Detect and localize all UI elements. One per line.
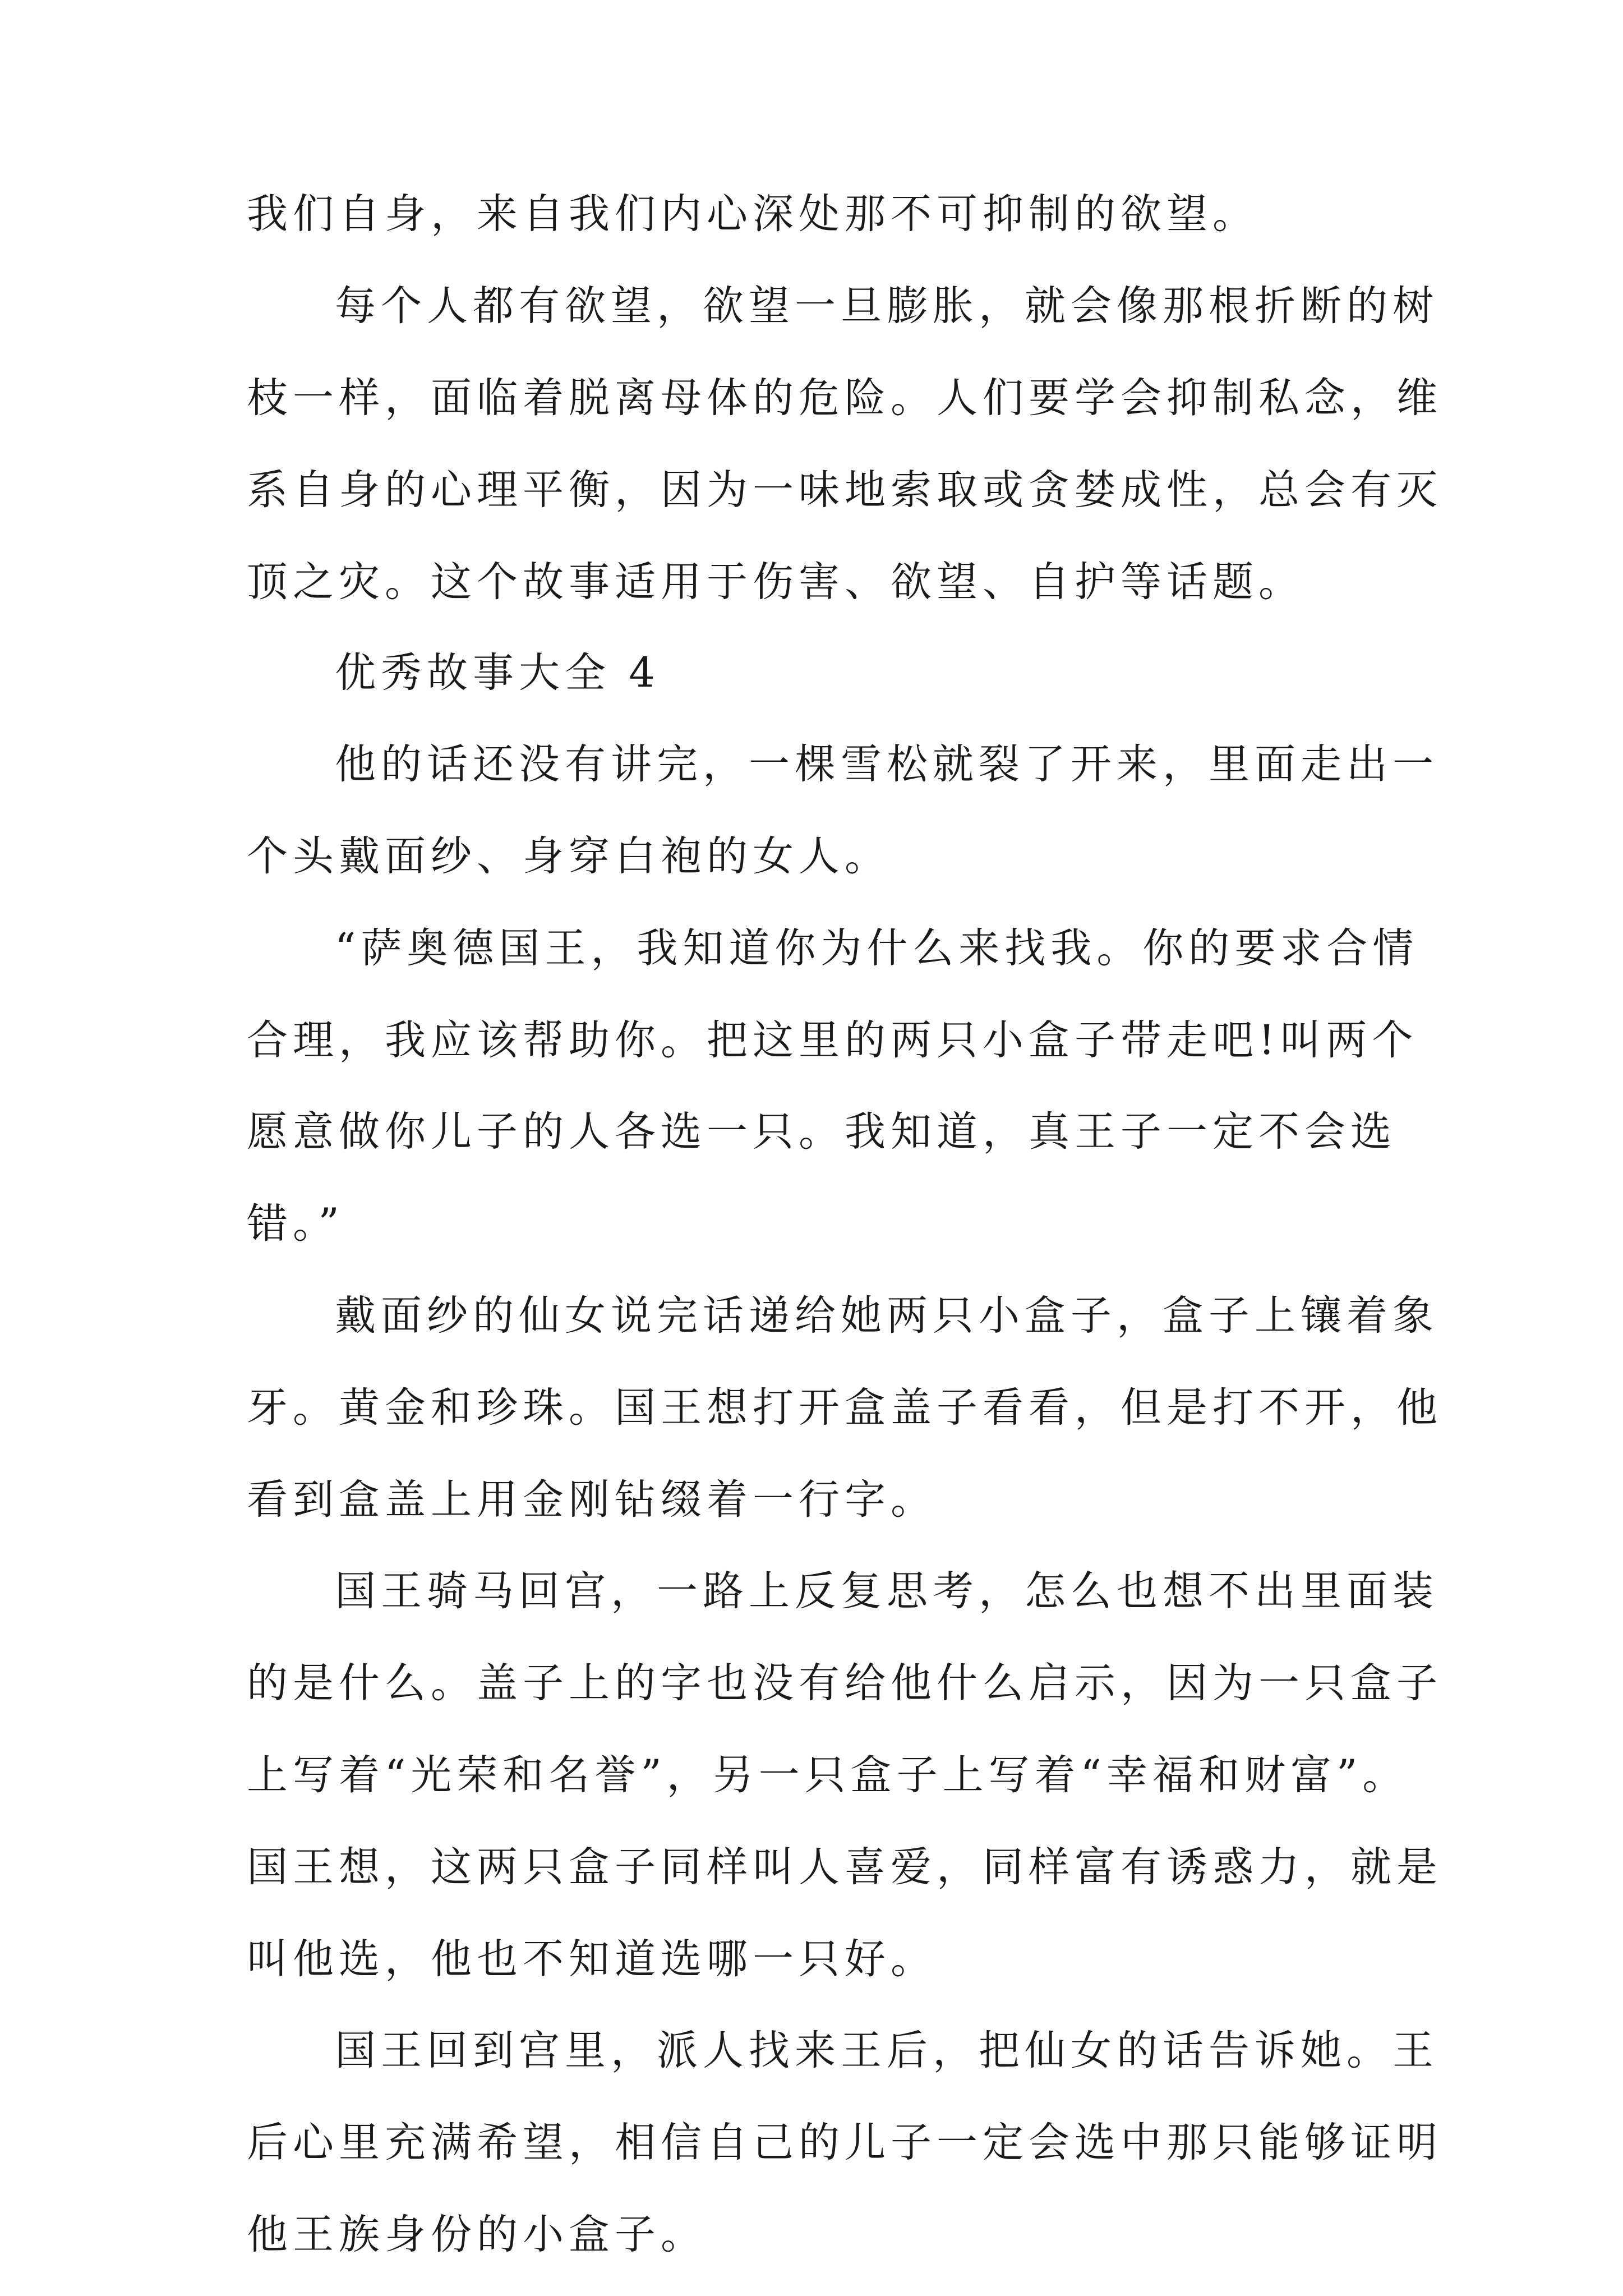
text-line: 国王回到宫里，派人找来王后，把仙女的话告诉她。王 [335, 2027, 1438, 2074]
text-line: 国王想，这两只盒子同样叫人喜爱，同样富有诱惑力，就是 [247, 1843, 1442, 1891]
text-line: “萨奥德国王，我知道你为什么来找我。你的要求合情 [335, 924, 1419, 972]
text-line: 我们自身，来自我们内心深处那不可抑制的欲望。 [247, 190, 1258, 238]
text-line: 枝一样，面临着脱离母体的危险。人们要学会抑制私念，维 [247, 374, 1442, 422]
text-line: 每个人都有欲望，欲望一旦膨胀，就会像那根折断的树 [335, 282, 1438, 330]
text-line: 系自身的心理平衡，因为一味地索取或贪婪成性，总会有灭 [247, 466, 1442, 514]
text-line: 愿意做你儿子的人各选一只。我知道，真王子一定不会选 [247, 1108, 1396, 1156]
text-line: 错。” [247, 1200, 344, 1248]
text-line: 他王族身份的小盒子。 [247, 2211, 707, 2258]
text-line: 国王骑马回宫，一路上反复思考，怎么也想不出里面装 [335, 1567, 1438, 1615]
text-line: 他的话还没有讲完，一棵雪松就裂了开来，里面走出一 [335, 740, 1438, 788]
text-line: 个头戴面纱、身穿白袍的女人。 [247, 832, 891, 880]
text-line: 的是什么。盖子上的字也没有给他什么启示，因为一只盒子 [247, 1659, 1442, 1707]
text-line: 合理，我应该帮助你。把这里的两只小盒子带走吧!叫两个 [247, 1016, 1418, 1064]
text-line: 看到盒盖上用金刚钻缀着一行字。 [247, 1476, 937, 1524]
text-line: 后心里充满希望，相信自己的儿子一定会选中那只能够证明 [247, 2119, 1442, 2166]
text-line: 上写着“光荣和名誉”，另一只盒子上写着“幸福和财富”。 [247, 1751, 1409, 1799]
text-line: 戴面纱的仙女说完话递给她两只小盒子，盒子上镶着象 [335, 1292, 1438, 1340]
section-heading: 优秀故事大全 4 [335, 649, 660, 697]
text-line: 顶之灾。这个故事适用于伤害、欲望、自护等话题。 [247, 558, 1304, 606]
text-line: 牙。黄金和珍珠。国王想打开盒盖子看看，但是打不开，他 [247, 1384, 1442, 1432]
text-line: 叫他选，他也不知道选哪一只好。 [247, 1935, 937, 1983]
